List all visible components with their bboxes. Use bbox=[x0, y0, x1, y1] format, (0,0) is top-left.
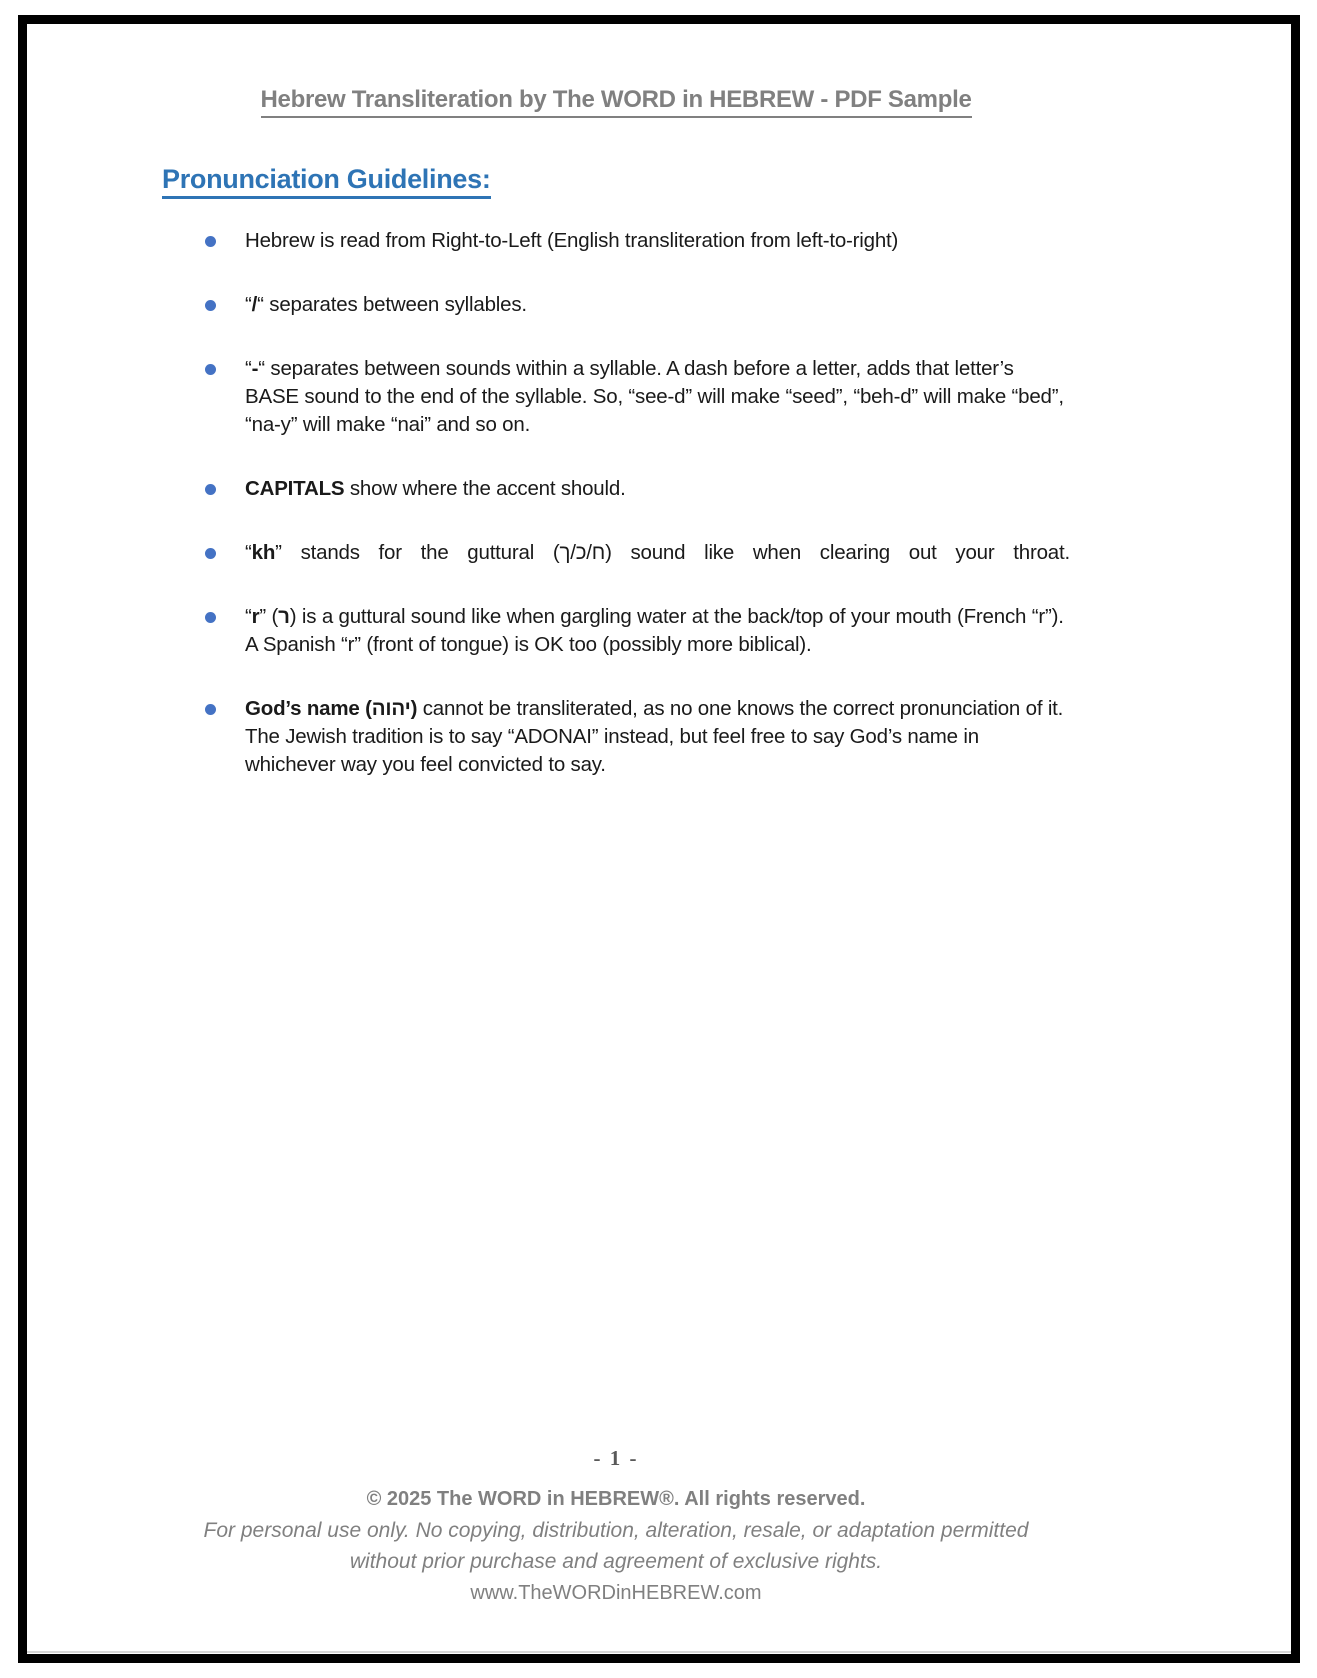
bullet-icon bbox=[205, 548, 216, 559]
bullet-icon bbox=[205, 300, 216, 311]
section-heading-text: Pronunciation Guidelines: bbox=[162, 164, 491, 199]
document-title bbox=[162, 86, 1070, 118]
bullet-text: God’s name (יהוה) cannot be transliterated, as no one knows the correct pronunciation of it. The Jewish tradition is to say “ADONAI” instead, but feel free to say God’s name in whichever way you feel convicted to say. bbox=[245, 697, 1064, 776]
bullet-icon bbox=[205, 364, 216, 375]
bullet-icon bbox=[205, 612, 216, 623]
list-item bbox=[162, 291, 1070, 319]
page-number: - 1 - bbox=[593, 1446, 639, 1470]
list-item bbox=[162, 603, 1070, 659]
section-heading bbox=[162, 164, 491, 199]
page-footer bbox=[162, 1445, 1070, 1609]
page-edge-line bbox=[27, 1651, 1291, 1653]
website-url: www.TheWORDinHEBREW.com bbox=[470, 1582, 762, 1604]
bullet-icon bbox=[205, 704, 216, 715]
bullet-icon bbox=[205, 484, 216, 495]
list-item bbox=[162, 475, 1070, 503]
bullet-text: “/“ separates between syllables. bbox=[245, 293, 527, 316]
bullet-list bbox=[162, 227, 1070, 815]
list-item bbox=[162, 355, 1070, 439]
bullet-text: “r” (ר) is a guttural sound like when gargling water at the back/top of your mouth (French “r”). A Spanish “r” (front of tongue) is OK too (possibly more biblical). bbox=[245, 605, 1064, 656]
document-title-text: Hebrew Transliteration by The WORD in HEBREW - PDF Sample bbox=[261, 86, 972, 118]
list-item bbox=[162, 539, 1070, 567]
bullet-text: “-“ separates between sounds within a syllable. A dash before a letter, adds that letter’s BASE sound to the end of the syllable. So, “see-d” will make “seed”, “beh-d” will make “bed”, “na-y” will make “nai” and so on. bbox=[245, 357, 1064, 436]
notice-line-1: For personal use only. No copying, distribution, alteration, resale, or adaptation permitted bbox=[203, 1519, 1029, 1542]
bullet-icon bbox=[205, 236, 216, 247]
notice-line-2: without prior purchase and agreement of exclusive rights. bbox=[349, 1550, 883, 1573]
bullet-text: CAPITALS show where the accent should. bbox=[245, 477, 626, 500]
list-item bbox=[162, 695, 1070, 779]
copyright-line: © 2025 The WORD in HEBREW®. All rights reserved. bbox=[366, 1488, 866, 1510]
bullet-text: Hebrew is read from Right-to-Left (English transliteration from left-to-right) bbox=[245, 229, 899, 252]
bullet-text: “kh” stands for the guttural (ח/כ/ך) sound like when clearing out your throat. bbox=[245, 541, 1070, 564]
list-item bbox=[162, 227, 1070, 255]
